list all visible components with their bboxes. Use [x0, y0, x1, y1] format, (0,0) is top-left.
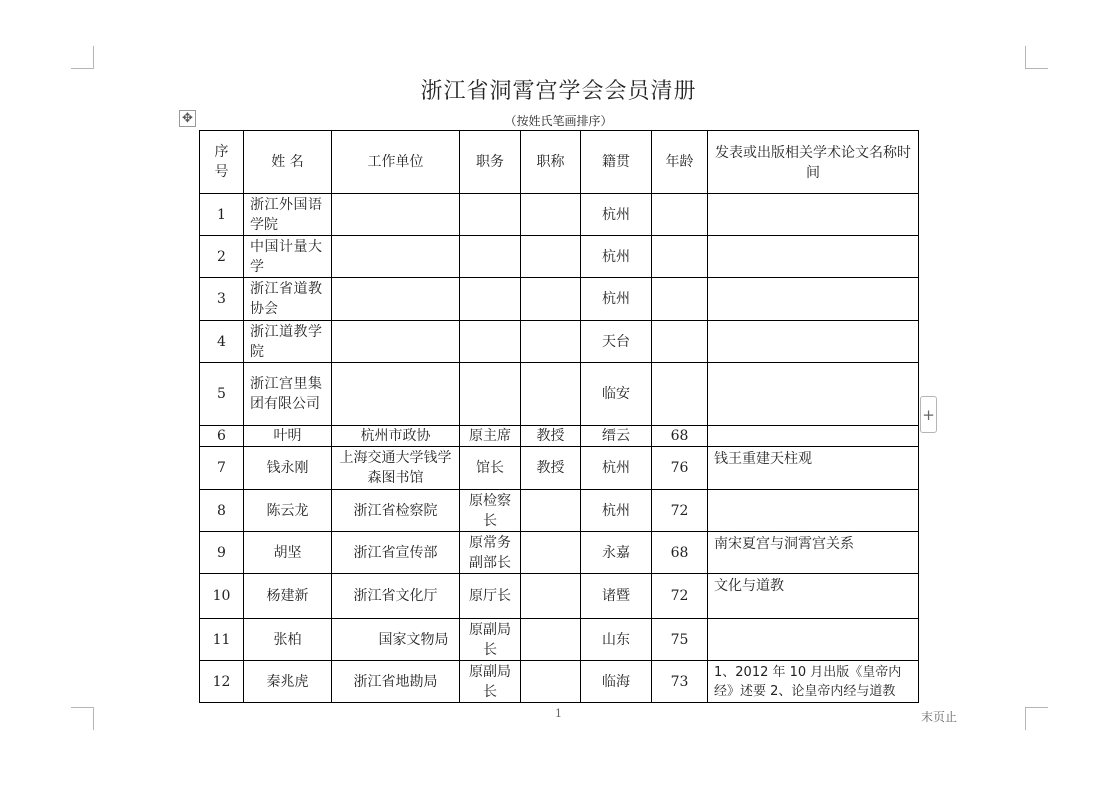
row-age: 68	[652, 426, 708, 447]
row-position: 原副局长	[460, 661, 521, 703]
row-seq: 9	[200, 532, 244, 574]
header-age: 年龄	[652, 131, 708, 194]
row-seq: 12	[200, 661, 244, 703]
row-papers: 南宋夏宫与洞霄宫关系	[708, 532, 919, 574]
crop-mark-top-right	[1025, 46, 1048, 69]
row-seq: 7	[200, 447, 244, 490]
crop-mark-top-left	[71, 46, 94, 69]
table-row	[200, 321, 919, 363]
row-position: 原厅长	[460, 574, 521, 619]
row-papers	[708, 619, 919, 661]
row-unit	[332, 321, 460, 363]
row-papers	[708, 278, 919, 321]
table-row	[200, 236, 919, 278]
row-name: 杨建新	[244, 574, 332, 619]
header-seq: 序号	[200, 131, 244, 194]
row-origin: 杭州	[581, 236, 652, 278]
row-papers	[708, 363, 919, 426]
row-position	[460, 363, 521, 426]
row-papers	[708, 236, 919, 278]
row-unit: 浙江省文化厅	[332, 574, 460, 619]
row-rank	[521, 321, 581, 363]
row-seq: 1	[200, 194, 244, 236]
row-papers	[708, 321, 919, 363]
row-seq: 2	[200, 236, 244, 278]
row-name: 浙江外国语学院	[244, 194, 332, 236]
row-rank	[521, 574, 581, 619]
row-unit	[332, 278, 460, 321]
table-row	[200, 532, 919, 574]
row-rank	[521, 490, 581, 532]
row-papers: 1、2012 年 10 月出版《皇帝内经》述要 2、论皇帝内经与道教	[708, 661, 919, 703]
row-position: 原常务副部长	[460, 532, 521, 574]
row-age	[652, 236, 708, 278]
row-age: 75	[652, 619, 708, 661]
move-arrows-icon: ✥	[182, 111, 193, 126]
row-rank	[521, 278, 581, 321]
plus-icon: +	[922, 405, 935, 424]
row-origin: 缙云	[581, 426, 652, 447]
row-unit	[332, 236, 460, 278]
row-rank: 教授	[521, 426, 581, 447]
header-origin: 籍贯	[581, 131, 652, 194]
table-row	[200, 447, 919, 490]
row-unit: 浙江省检察院	[332, 490, 460, 532]
add-column-handle[interactable]	[920, 396, 937, 433]
row-position: 原主席	[460, 426, 521, 447]
row-origin: 杭州	[581, 447, 652, 490]
row-unit	[332, 363, 460, 426]
row-origin: 临安	[581, 363, 652, 426]
row-age	[652, 278, 708, 321]
row-age	[652, 321, 708, 363]
row-papers: 钱王重建天柱观	[708, 447, 919, 490]
row-seq: 10	[200, 574, 244, 619]
row-rank	[521, 532, 581, 574]
row-position	[460, 194, 521, 236]
table-row	[200, 661, 919, 703]
row-age	[652, 363, 708, 426]
row-seq: 5	[200, 363, 244, 426]
member-table	[199, 130, 919, 703]
row-unit: 浙江省宣传部	[332, 532, 460, 574]
row-name: 胡坚	[244, 532, 332, 574]
row-seq: 11	[200, 619, 244, 661]
table-row	[200, 194, 919, 236]
row-unit: 上海交通大学钱学森图书馆	[332, 447, 460, 490]
page-number: 1	[555, 707, 562, 720]
table-move-handle[interactable]	[179, 110, 196, 127]
table-row	[200, 278, 919, 321]
row-name: 张柏	[244, 619, 332, 661]
row-origin: 杭州	[581, 194, 652, 236]
document-title: 浙江省洞霄宫学会会员清册	[420, 79, 697, 104]
end-of-page-marker: 末页止	[921, 710, 958, 724]
row-unit: 国家文物局	[332, 619, 460, 661]
row-papers	[708, 194, 919, 236]
row-name: 浙江宫里集团有限公司	[244, 363, 332, 426]
row-position	[460, 321, 521, 363]
row-seq: 4	[200, 321, 244, 363]
row-name: 叶明	[244, 426, 332, 447]
row-origin: 永嘉	[581, 532, 652, 574]
document-subtitle: （按姓氏笔画排序）	[504, 114, 613, 128]
row-unit: 浙江省地勘局	[332, 661, 460, 703]
row-age: 73	[652, 661, 708, 703]
table-row	[200, 363, 919, 426]
table-row	[200, 426, 919, 447]
row-name: 钱永刚	[244, 447, 332, 490]
header-unit: 工作单位	[332, 131, 460, 194]
row-rank	[521, 619, 581, 661]
row-rank	[521, 236, 581, 278]
row-papers: 文化与道教	[708, 574, 919, 619]
row-position	[460, 278, 521, 321]
header-name: 姓 名	[244, 131, 332, 194]
row-name: 中国计量大学	[244, 236, 332, 278]
table-row	[200, 619, 919, 661]
header-rank: 职称	[521, 131, 581, 194]
row-unit	[332, 194, 460, 236]
row-rank	[521, 194, 581, 236]
row-seq: 8	[200, 490, 244, 532]
row-origin: 山东	[581, 619, 652, 661]
row-position: 原副局长	[460, 619, 521, 661]
row-name: 秦兆虎	[244, 661, 332, 703]
row-origin: 杭州	[581, 490, 652, 532]
row-origin: 临海	[581, 661, 652, 703]
row-origin: 天台	[581, 321, 652, 363]
row-papers	[708, 426, 919, 447]
row-age	[652, 194, 708, 236]
row-seq: 3	[200, 278, 244, 321]
row-origin: 杭州	[581, 278, 652, 321]
row-rank: 教授	[521, 447, 581, 490]
row-position	[460, 236, 521, 278]
row-seq: 6	[200, 426, 244, 447]
row-papers	[708, 490, 919, 532]
row-name: 浙江道教学院	[244, 321, 332, 363]
row-age: 76	[652, 447, 708, 490]
row-position: 馆长	[460, 447, 521, 490]
header-position: 职务	[460, 131, 521, 194]
row-unit: 杭州市政协	[332, 426, 460, 447]
table-row	[200, 490, 919, 532]
row-age: 72	[652, 574, 708, 619]
header-papers: 发表或出版相关学术论文名称时间	[708, 131, 919, 194]
row-age: 68	[652, 532, 708, 574]
table-row	[200, 574, 919, 619]
row-rank	[521, 661, 581, 703]
row-age: 72	[652, 490, 708, 532]
header-row	[200, 131, 919, 194]
row-origin: 诸暨	[581, 574, 652, 619]
row-name: 浙江省道教协会	[244, 278, 332, 321]
row-rank	[521, 363, 581, 426]
row-position: 原检察长	[460, 490, 521, 532]
row-name: 陈云龙	[244, 490, 332, 532]
